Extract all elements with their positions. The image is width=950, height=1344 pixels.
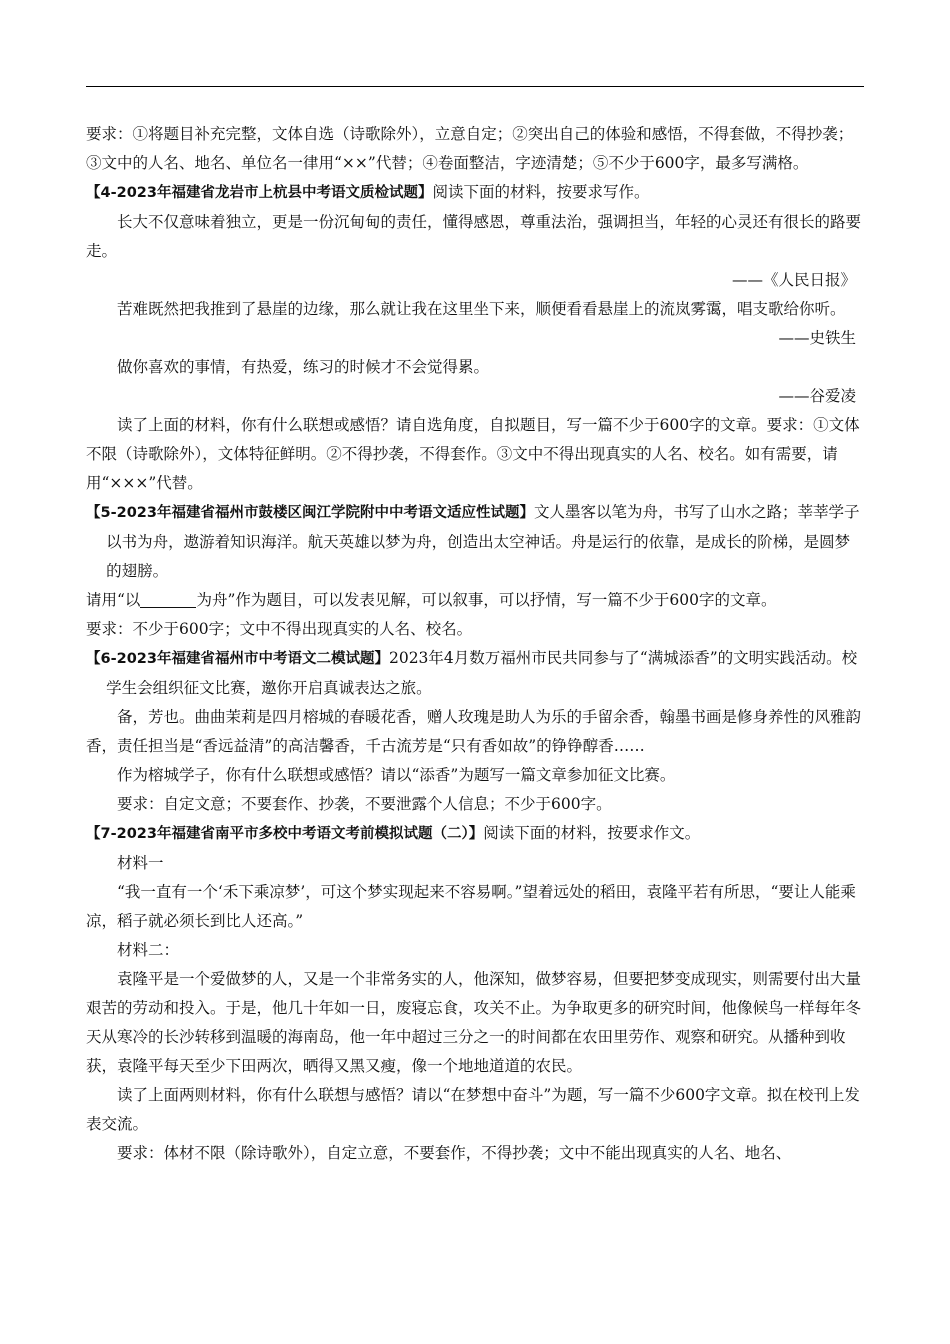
q6-paragraph-2: 作为榕城学子，你有什么联想或感悟？请以“添香”为题写一篇文章参加征文比赛。	[117, 766, 676, 784]
q4-prompt: 读了上面的材料，你有什么联想或感悟？请自选角度，自拟题目，写一篇不少于600字的文章。要求：①文体不限（诗歌除外），文体特征鲜明。②不得抄袭，不得套作。③文中不得出现真实的人名、校名。如有需要，请用“×××”代替。	[86, 416, 860, 492]
q5-title: 【5-2023年福建省福州市鼓楼区闽江学院附中中考语文适应性试题】	[86, 505, 534, 521]
q5-prompt-after: 为舟”作为题目，可以发表见解，可以叙事，可以抒情，写一篇不少于600字的文章。	[196, 591, 777, 609]
q4-source-3: ——谷爱凌	[778, 387, 856, 405]
q6-requirements: 要求：自定文意；不要套作、抄袭，不要泄露个人信息；不少于600字。	[117, 795, 612, 813]
q6-title: 【6-2023年福建省福州市中考语文二模试题】	[86, 651, 389, 667]
q7-title: 【7-2023年福建省南平市多校中考语文考前模拟试题（二）】	[86, 826, 484, 842]
q5-intro: 文人墨客以笔为舟，书写了山水之路；莘莘学子以书为舟，遨游着知识海洋。航天英雄以梦为舟，创造出太空神话。舟是运行的依靠，是成长的阶梯，是圆梦的翅膀。	[106, 503, 860, 580]
q4-quote-2: 苦难既然把我推到了悬崖的边缘，那么就让我在这里坐下来，顺便看看悬崖上的流岚雾霭，唱支歌给你听。	[117, 300, 846, 318]
q5-prompt-before: 请用“以	[86, 591, 141, 609]
document-body	[86, 120, 864, 1168]
q7-prompt: 读了上面两则材料，你有什么联想与感悟？请以“在梦想中奋斗”为题，写一篇不少600字文章。拟在校刊上发表交流。	[86, 1086, 860, 1133]
q4-source-2: ——史铁生	[778, 329, 856, 347]
q7-material-1-label: 材料一	[117, 854, 164, 872]
q4-quote-3: 做你喜欢的事情，有热爱，练习的时候才不会觉得累。	[117, 358, 490, 376]
q7-intro: 阅读下面的材料，按要求作文。	[483, 824, 701, 842]
q7-requirements: 要求：体材不限（除诗歌外），自定立意，不要套作，不得抄袭；文中不能出现真实的人名、地名、	[117, 1144, 792, 1162]
q6-heading	[86, 644, 864, 703]
q7-heading	[86, 819, 864, 849]
q5-heading	[86, 498, 864, 586]
q3-requirements: 要求：①将题目补充完整，文体自选（诗歌除外），立意自定；②突出自己的体验和感悟，不得套做，不得抄袭；③文中的人名、地名、单位名一律用“××”代替；④卷面整洁，字迹清楚；⑤不少于600字，最多写满格。	[86, 125, 854, 172]
q4-heading	[86, 178, 864, 208]
q7-material-2-label: 材料二：	[117, 941, 180, 959]
q4-intro: 阅读下面的材料，按要求写作。	[432, 183, 650, 201]
q4-title: 【4-2023年福建省龙岩市上杭县中考语文质检试题】	[86, 185, 433, 201]
q7-material-1-text: “我一直有一个‘禾下乘凉梦’，可这个梦实现起来不容易啊。”望着远处的稻田，袁隆平若有所思，“要让人能乘凉，稻子就必须长到比人还高。”	[86, 883, 856, 930]
q4-quote-1: 长大不仅意味着独立，更是一份沉甸甸的责任，懂得感恩，尊重法治，强调担当，年轻的心灵还有很长的路要走。	[86, 213, 862, 260]
header-rule	[86, 86, 864, 87]
q7-material-2-text: 袁隆平是一个爱做梦的人，又是一个非常务实的人，他深知，做梦容易，但要把梦变成现实，则需要付出大量艰苦的劳动和投入。于是，他几十年如一日，废寝忘食，攻关不止。为争取更多的研究时间，他像候鸟一样每年冬天从寒冷的长沙转移到温暖的海南岛，他一年中超过三分之一的时间都在农田里劳作、观察和研究。从播种到收获，袁隆平每天至少下田两次，晒得又黑又瘦，像一个地地道道的农民。	[86, 970, 862, 1075]
q4-source-1: ——《人民日报》	[731, 271, 856, 289]
q6-paragraph-1: 备，芳也。曲曲茉莉是四月榕城的春暖花香，赠人玫瑰是助人为乐的手留余香，翰墨书画是修身养性的风雅韵香，责任担当是“香远益清”的高洁馨香，千古流芳是“只有香如故”的铮铮醇香……	[86, 708, 862, 755]
q6-intro: 2023年4月数万福州市民共同参与了“满城添香”的文明实践活动。校学生会组织征文比赛，邀你开启真诚表达之旅。	[106, 649, 858, 697]
q5-requirements: 要求：不少于600字；文中不得出现真实的人名、校名。	[86, 620, 473, 638]
q5-prompt	[86, 586, 864, 615]
title-blank	[140, 592, 196, 609]
